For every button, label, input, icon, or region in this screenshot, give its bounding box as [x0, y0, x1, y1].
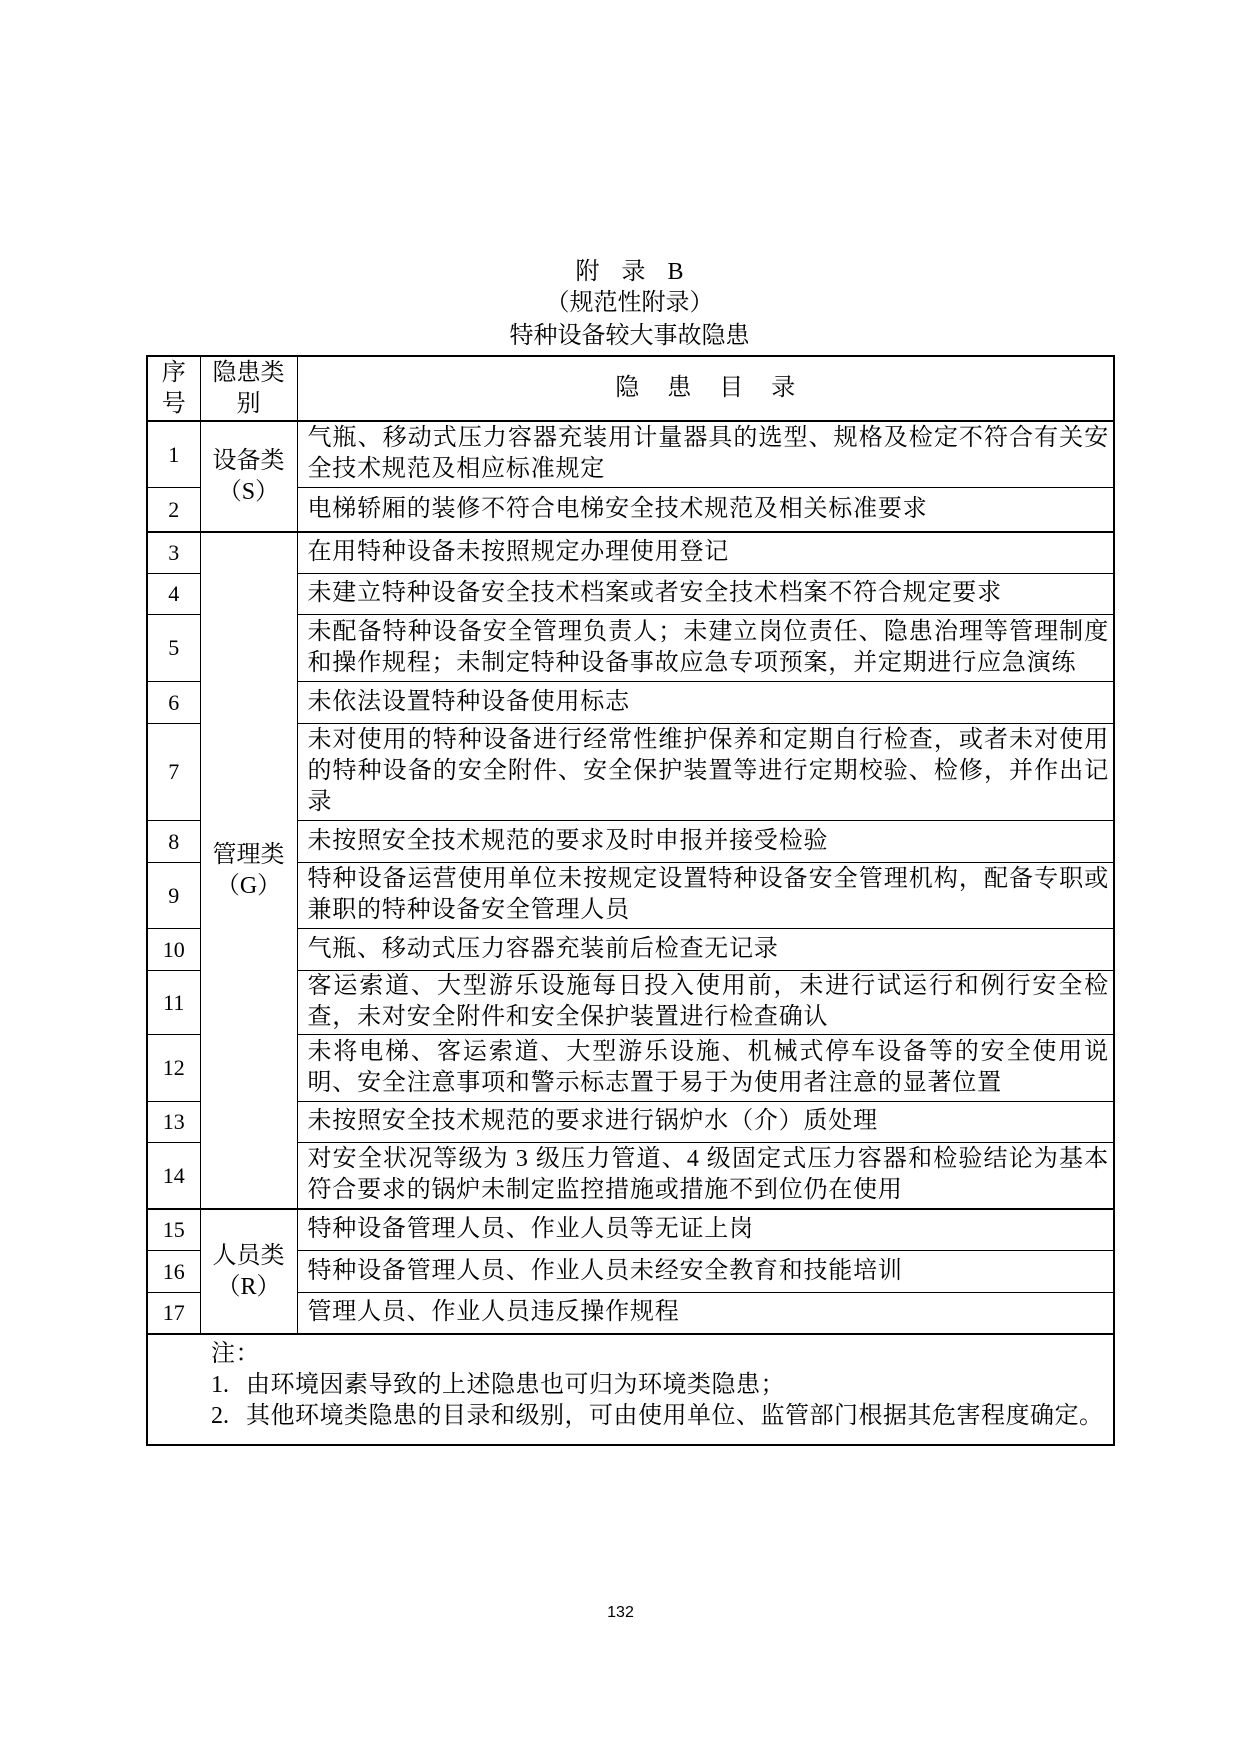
- hazard-description: 未配备特种设备安全管理负责人；未建立岗位责任、隐患治理等管理制度和操作规程；未制定特种设备事故应急专项预案，并定期进行应急演练: [297, 614, 1114, 681]
- hazard-description: 客运索道、大型游乐设施每日投入使用前，未进行试运行和例行安全检查，未对安全附件和安全保护装置进行检查确认: [297, 970, 1114, 1034]
- hazard-description: 未建立特种设备安全技术档案或者安全技术档案不符合规定要求: [297, 573, 1114, 614]
- row-number: 7: [147, 723, 200, 820]
- hazard-description: 未按照安全技术规范的要求及时申报并接受检验: [297, 820, 1114, 862]
- category-name: 管理类: [212, 841, 285, 868]
- note-marker: 1.: [211, 1372, 229, 1398]
- row-number: 5: [147, 614, 200, 681]
- row-number: 14: [147, 1142, 200, 1209]
- table-header-row: [147, 356, 1114, 421]
- note-item: [211, 1401, 1109, 1432]
- row-number: 13: [147, 1101, 200, 1142]
- hazard-description: 电梯轿厢的装修不符合电梯安全技术规范及相关标准要求: [297, 487, 1114, 532]
- category-code: （R）: [216, 1273, 281, 1300]
- header-hazard-list: [297, 356, 1114, 421]
- hazard-description: 未对使用的特种设备进行经常性维护保养和定期自行检查，或者未对使用的特种设备的安全附件、安全保护装置等进行定期校验、检修，并作出记录: [297, 723, 1114, 820]
- row-number: 15: [147, 1209, 200, 1250]
- note-item: [211, 1370, 1109, 1401]
- row-number: 12: [147, 1034, 200, 1101]
- note-marker: 2.: [211, 1403, 229, 1429]
- row-number: 10: [147, 928, 200, 970]
- row-number: 9: [147, 862, 200, 928]
- notes-label: 注：: [211, 1341, 260, 1367]
- row-number: 6: [147, 681, 200, 723]
- table-row: [147, 1209, 1114, 1250]
- category-name: 人员类: [212, 1242, 285, 1269]
- header-hazard-list-label: 隐 患 目 录: [615, 375, 796, 401]
- hazard-table: [146, 355, 1115, 1446]
- category-code: （G）: [215, 872, 282, 899]
- row-number: 2: [147, 487, 200, 532]
- appendix-subtitle: （规范性附录）: [545, 290, 714, 316]
- category-cell-equipment: [200, 421, 297, 532]
- category-code: （S）: [217, 478, 280, 505]
- hazard-description: 特种设备管理人员、作业人员未经安全教育和技能培训: [297, 1250, 1114, 1292]
- row-number: 17: [147, 1292, 200, 1334]
- hazard-description: 未依法设置特种设备使用标志: [297, 681, 1114, 723]
- hazard-description: 气瓶、移动式压力容器充装用计量器具的选型、规格及检定不符合有关安全技术规范及相应标准规定: [297, 421, 1114, 487]
- notes-section: [147, 1334, 1114, 1445]
- appendix-heading: 特种设备较大事故隐患: [509, 323, 750, 349]
- row-number: 1: [147, 421, 200, 487]
- row-number: 11: [147, 970, 200, 1034]
- appendix-title: 附 录 B: [575, 259, 684, 285]
- header-category-label: 隐患类别: [212, 359, 285, 417]
- category-cell-personnel: [200, 1209, 297, 1334]
- row-number: 3: [147, 532, 200, 573]
- header-category: [200, 356, 297, 421]
- hazard-description: 气瓶、移动式压力容器充装前后检查无记录: [297, 928, 1114, 970]
- hazard-description: 特种设备运营使用单位未按规定设置特种设备安全管理机构，配备专职或兼职的特种设备安全管理人员: [297, 862, 1114, 928]
- row-number: 16: [147, 1250, 200, 1292]
- row-number: 8: [147, 820, 200, 862]
- category-name: 设备类: [212, 447, 285, 474]
- note-text: 由环境因素导致的上述隐患也可归为环境类隐患；: [246, 1372, 785, 1398]
- hazard-description: 未将电梯、客运索道、大型游乐设施、机械式停车设备等的安全使用说明、安全注意事项和警示标志置于易于为使用者注意的显著位置: [297, 1034, 1114, 1101]
- table-row: [147, 421, 1114, 487]
- note-text: 其他环境类隐患的目录和级别，可由使用单位、监管部门根据其危害程度确定。: [246, 1403, 1104, 1429]
- hazard-description: 在用特种设备未按照规定办理使用登记: [297, 532, 1114, 573]
- hazard-description: 未按照安全技术规范的要求进行锅炉水（介）质处理: [297, 1101, 1114, 1142]
- category-cell-management: [200, 532, 297, 1209]
- hazard-description: 对安全状况等级为 3 级压力管道、4 级固定式压力容器和检验结论为基本符合要求的锅炉未制定监控措施或措施不到位仍在使用: [297, 1142, 1114, 1209]
- row-number: 4: [147, 573, 200, 614]
- table-row: [147, 532, 1114, 573]
- notes-row: [147, 1334, 1114, 1445]
- hazard-description: 特种设备管理人员、作业人员等无证上岗: [297, 1209, 1114, 1250]
- hazard-description: 管理人员、作业人员违反操作规程: [297, 1292, 1114, 1334]
- header-serial-number-label: 序号: [161, 359, 186, 417]
- page-number: 132: [607, 1604, 634, 1621]
- header-serial-number: [147, 356, 200, 421]
